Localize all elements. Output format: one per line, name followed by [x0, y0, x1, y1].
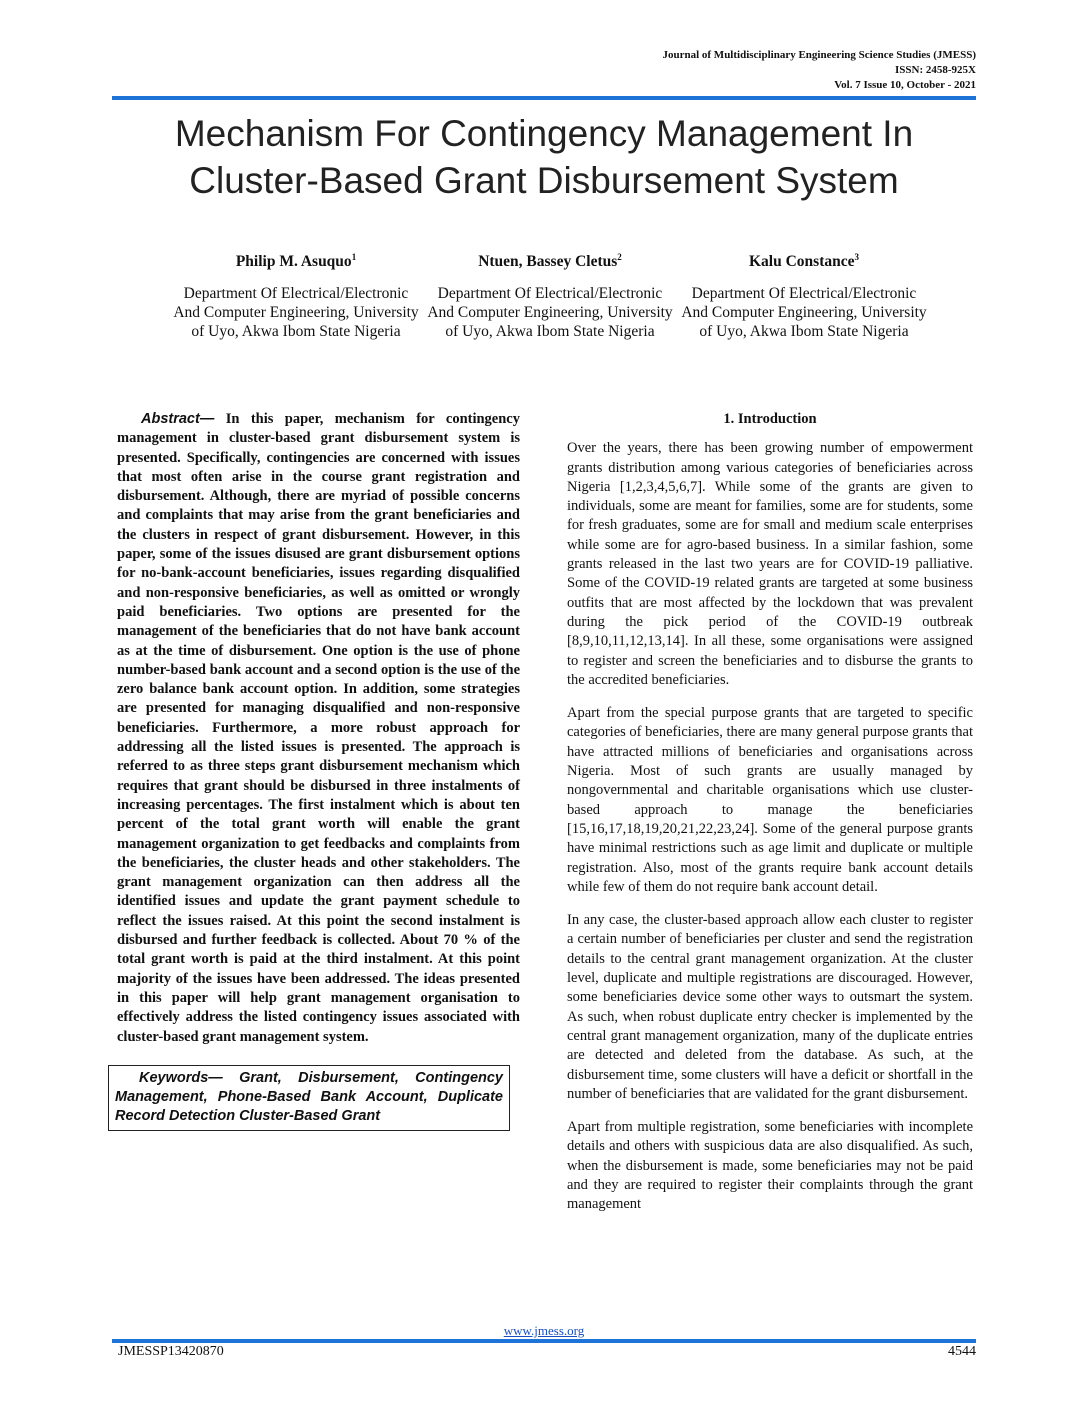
author-affiliation: Department Of Electrical/Electronic And Computer Engineering, University of Uyo, Akwa Ibom State Nigeria — [427, 285, 673, 341]
intro-paragraph: Apart from the special purpose grants that are targeted to specific categories of beneficiaries, there are many general purpose grants that have attracted millions of beneficiaries and organisations across Nigeria. Most of such grants are usually managed by nongovernmental and charitable organisations which use cluster-based approach to manage the beneficiaries [15,16,17,18,19,20,21,22,23,24]. Some of the general purpose grants have minimal restrictions such as age limit and duplicate or multiple registration. Also, most of the grants require bank account details while few of them do not require bank account detail. — [567, 705, 973, 895]
journal-volume: Vol. 7 Issue 10, October - 2021 — [834, 79, 976, 91]
page-number: 4544 — [948, 1344, 976, 1359]
abstract — [117, 410, 520, 1047]
title-line-1: Mechanism For Contingency Management In — [174, 113, 914, 154]
journal-name: Journal of Multidisciplinary Engineering Science Studies (JMESS) — [662, 49, 976, 61]
author-affiliation: Department Of Electrical/Electronic And Computer Engineering, University of Uyo, Akwa Ibom State Nigeria — [681, 285, 927, 341]
paper-id: JMESSP13420870 — [118, 1344, 224, 1359]
keywords-box: Keywords— Grant, Disbursement, Contingency Management, Phone-Based Bank Account, Duplicate Record Detection Cluster-Based Grant — [108, 1065, 510, 1131]
left-column — [117, 410, 520, 1131]
author-2 — [424, 248, 676, 341]
title-line-2: Cluster-Based Grant Disbursement System — [189, 160, 899, 201]
author-1 — [170, 248, 422, 341]
author-name: Kalu Constance$^3$ — [749, 252, 859, 271]
footer-divider — [112, 1339, 976, 1343]
intro-paragraph: In any case, the cluster-based approach allow each cluster to register a certain number of beneficiaries per cluster and send the registration details to the central grant management organization. At the cluster level, duplicate and multiple registrations are discouraged. However, some beneficiaries device some other ways to outsmart the system. As such, when robust duplicate entry checker is implemented by the central grant management organization, many of the duplicate entries are detected and deleted from the database. As such, at the disbursement time, some clusters will have a deficit or shortfall in the number of beneficiaries that are validated for the grant disbursement. — [567, 912, 973, 1102]
intro-paragraph: Over the years, there has been growing number of empowerment grants distribution among various categories of beneficiaries across Nigeria [1,2,3,4,5,6,7]. While some of the grants are given to individuals, some are meant for families, some are for students, some for fresh graduates, some are for small and medium scale enterprises while some are for agro-based business. In a similar fashion, some grants released in the last two years are for COVID-19 palliative. Some of the COVID-19 related grants are targeted at some business outfits that are most affected by the lockdown that was prevalent during the pick period of the COVID-19 outbreak [8,9,10,11,12,13,14]. In all these, some organisations were assigned to register and screen the beneficiaries and to disburse the grants to the accredited beneficiaries. — [567, 440, 973, 688]
abstract-text: In this paper, mechanism for contingency management in cluster-based grant disbursement system is presented. Specifically, contingencies are concerned with issues that most often arise in the course grant registration and disbursement. Although, there are myriad of possible concerns and complaints that may arise from the grant beneficiaries and the clusters in respect of grant disbursement. However, in this paper, some of the issues disused are grant disbursement options for no-bank-account beneficiaries, issues regarding disqualified and non-responsive beneficiaries, as well as omitted or wrongly paid beneficiaries. Two options are presented for the management of the beneficiaries that do not have bank account as at the time of disbursement. One option is the use of phone number-based bank account and a second option is the use of the zero balance bank account option. In addition, some strategies are presented for managing disqualified and non-responsive beneficiaries. Furthermore, a more robust approach for addressing all the listed issues is presented. The approach is referred to as three steps grant disbursement mechanism which requires that grant should be disbursed in three instalments of increasing percentages. The first instalment which is about ten percent of the total grant worth will enable the grant management organization to get feedbacks and complaints from the beneficiaries, the cluster heads and other stakeholders. The grant management organization can then address all the identified issues and update the grant payment schedule to reflect the issues raised. At this point the second instalment is disbursed and further feedback is collected. About 70 % of the total grant worth is paid at the third instalment. At this point majority of the issues have been addressed. The ideas presented in this paper will help grant management organisation to effectively address the listed contingency issues associated with cluster-based grant management system. — [117, 411, 520, 1045]
abstract-lead: Abstract— — [141, 411, 215, 427]
journal-header — [662, 48, 976, 93]
author-affiliation: Department Of Electrical/Electronic And Computer Engineering, University of Uyo, Akwa Ibom State Nigeria — [173, 285, 419, 341]
author-name: Ntuen, Bassey Cletus$^2$ — [478, 252, 622, 271]
journal-issn: ISSN: 2458-925X — [895, 64, 976, 76]
section-heading: 1. Introduction — [723, 411, 817, 427]
author-name: Philip M. Asuquo$^1$ — [235, 252, 357, 271]
author-3 — [678, 248, 930, 341]
journal-website-link[interactable]: www.jmess.org — [503, 1323, 585, 1338]
right-column — [567, 410, 973, 1229]
paper-title — [112, 110, 976, 204]
author-list — [170, 248, 930, 341]
header-divider — [112, 96, 976, 100]
intro-paragraph: Apart from multiple registration, some beneficiaries with incomplete details and others with suspicious data are also disqualified. As such, when the disbursement is made, some beneficiaries may not be paid and they are required to register their complaints through the grant management — [567, 1119, 973, 1213]
